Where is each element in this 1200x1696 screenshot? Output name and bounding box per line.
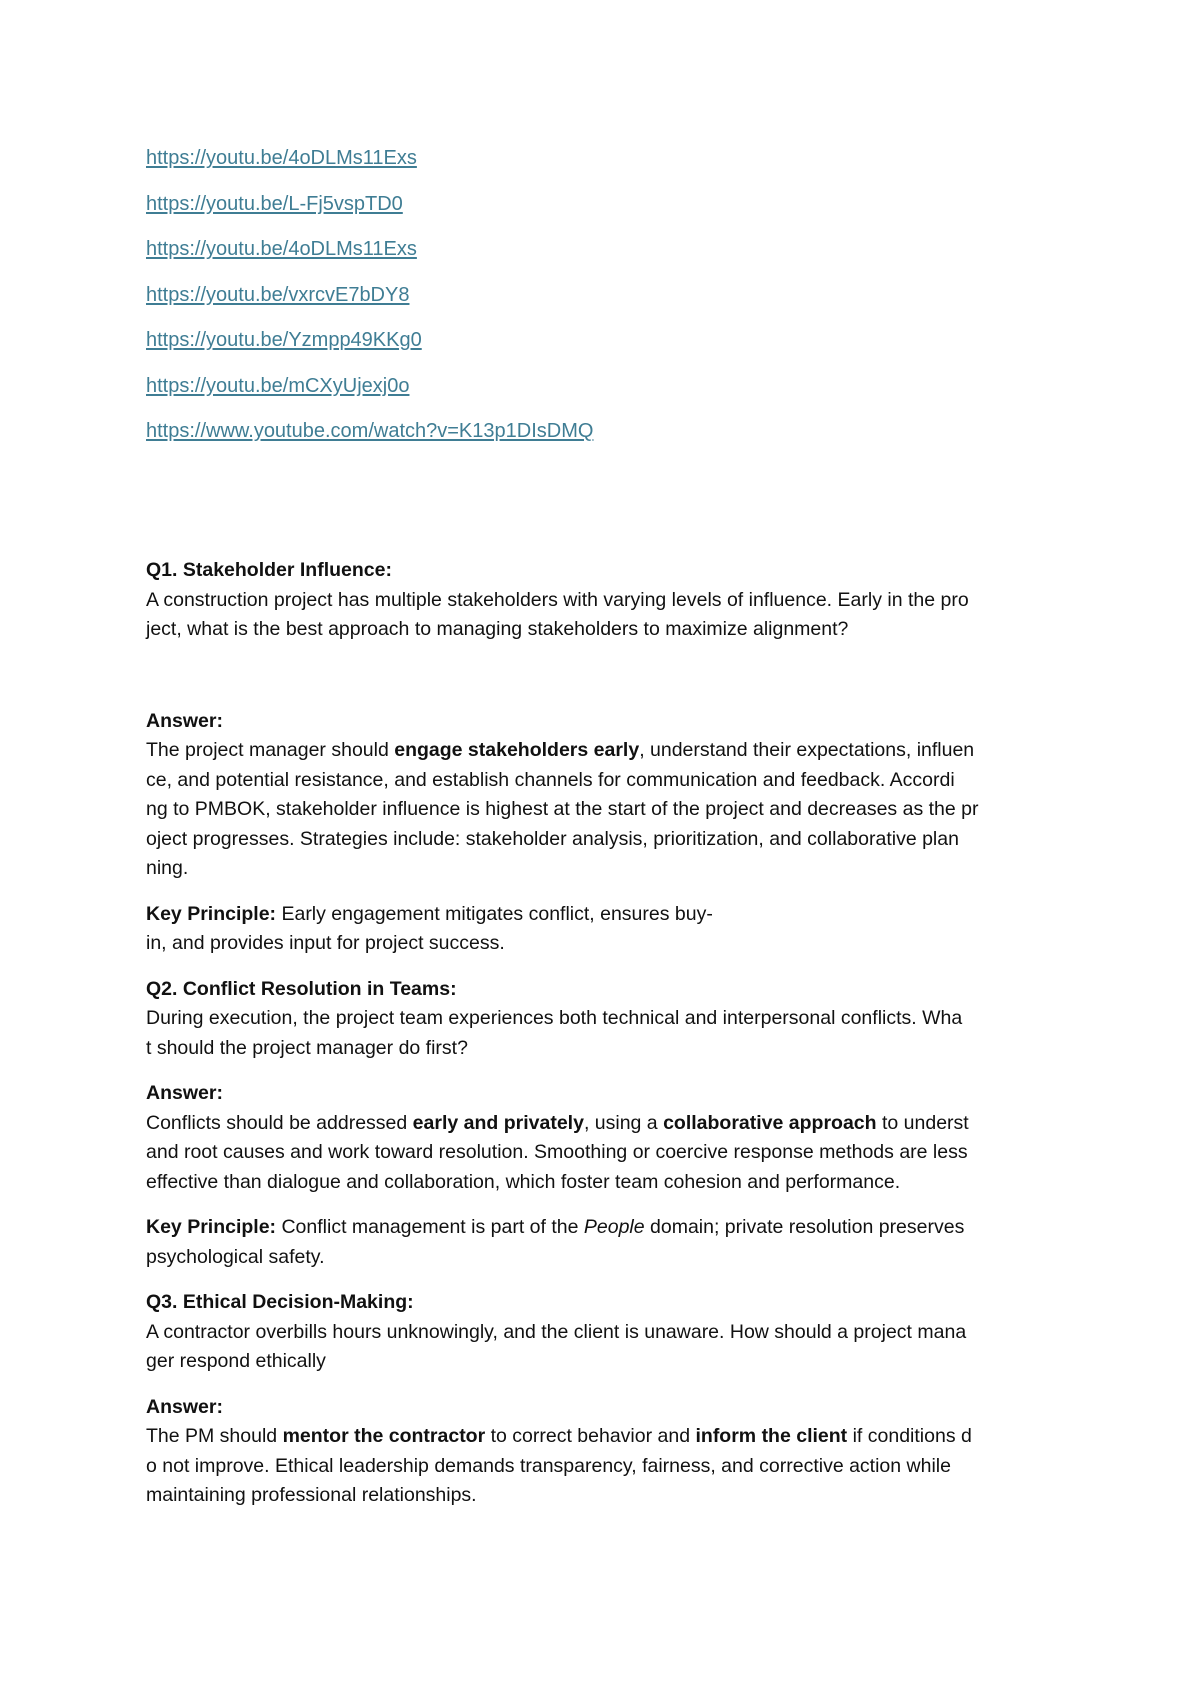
q1-answer-bold: engage stakeholders early bbox=[394, 739, 640, 761]
q3-answer-line: maintaining professional relationships. bbox=[146, 1484, 477, 1506]
q2-answer-text: to underst bbox=[876, 1111, 969, 1134]
q3-answer-text: to correct behavior and bbox=[485, 1425, 696, 1447]
q2-title: Q2. Conflict Resolution in Teams: bbox=[146, 977, 457, 1000]
q2-principle-line: psychological safety. bbox=[146, 1245, 325, 1268]
q3-answer-line bbox=[146, 1422, 1066, 1452]
q1-principle-text: Early engagement mitigates conflict, ensures buy- bbox=[276, 902, 713, 925]
q1-answer-text: , understand their expectations, influen bbox=[639, 739, 975, 761]
q3-answer-text: The PM should bbox=[146, 1425, 283, 1447]
video-link[interactable]: https://youtu.be/4oDLMs11Exs bbox=[146, 147, 417, 169]
video-link[interactable]: https://youtu.be/vxrcvE7bDY8 bbox=[146, 283, 410, 306]
q3-question-line: ger respond ethically bbox=[146, 1350, 326, 1372]
q1-answer-line: ce, and potential resistance, and establish channels for communication and feedback. Accordi bbox=[146, 768, 955, 791]
q1-answer-block bbox=[146, 707, 1066, 884]
video-link[interactable]: https://www.youtube.com/watch?v=K13p1DIsDMQ bbox=[146, 420, 594, 442]
q3-answer-block bbox=[146, 1393, 1066, 1511]
q3-answer-label: Answer: bbox=[146, 1395, 223, 1418]
q3-answer-bold: inform the client bbox=[695, 1425, 848, 1447]
q2-answer-text: , using a bbox=[583, 1111, 664, 1134]
qa-content bbox=[146, 556, 1066, 1511]
video-link[interactable]: https://youtu.be/mCXyUjexj0o bbox=[146, 374, 410, 397]
q1-principle-line bbox=[146, 900, 1066, 930]
q2-answer-bold: early and privately bbox=[412, 1111, 584, 1134]
q1-principle-line: in, and provides input for project success. bbox=[146, 932, 505, 954]
q2-answer-line bbox=[146, 1109, 1066, 1139]
q2-question-block bbox=[146, 975, 1066, 1064]
q1-title: Q1. Stakeholder Influence: bbox=[146, 559, 392, 581]
video-link-list bbox=[146, 146, 593, 465]
q3-answer-line: o not improve. Ethical leadership demands transparency, fairness, and corrective action while bbox=[146, 1454, 951, 1477]
q2-principle-block bbox=[146, 1213, 1066, 1272]
q3-answer-text: if conditions d bbox=[847, 1425, 972, 1447]
q2-principle-text: Conflict management is part of the bbox=[276, 1216, 584, 1238]
video-link[interactable]: https://youtu.be/L-Fj5vspTD0 bbox=[146, 192, 403, 215]
q2-answer-text: Conflicts should be addressed bbox=[146, 1111, 413, 1134]
video-link[interactable]: https://youtu.be/Yzmpp49KKg0 bbox=[146, 329, 422, 351]
q1-answer-text: The project manager should bbox=[146, 739, 395, 761]
q2-answer-bold: collaborative approach bbox=[663, 1111, 877, 1134]
q2-answer-label: Answer: bbox=[146, 1082, 223, 1104]
q1-question-line: ject, what is the best approach to managing stakeholders to maximize alignment? bbox=[146, 618, 849, 640]
video-link[interactable]: https://youtu.be/4oDLMs11Exs bbox=[146, 238, 417, 260]
q2-principle-italic: People bbox=[583, 1216, 645, 1238]
q1-question-line: A construction project has multiple stakeholders with varying levels of influence. Early in the pro bbox=[146, 588, 969, 611]
q2-answer-line: effective than dialogue and collaboration, which foster team cohesion and performance. bbox=[146, 1170, 901, 1193]
q3-title: Q3. Ethical Decision-Making: bbox=[146, 1291, 414, 1313]
q2-answer-line: and root causes and work toward resolution. Smoothing or coercive response methods are less bbox=[146, 1141, 968, 1163]
q1-answer-label: Answer: bbox=[146, 709, 223, 732]
q1-answer-line: ng to PMBOK, stakeholder influence is highest at the start of the project and decreases as the pr bbox=[146, 798, 979, 820]
q1-answer-line bbox=[146, 736, 1066, 766]
q2-question-line: t should the project manager do first? bbox=[146, 1036, 468, 1059]
q2-principle-line bbox=[146, 1213, 1066, 1243]
q1-principle-label: Key Principle: bbox=[146, 902, 277, 925]
q2-answer-block bbox=[146, 1079, 1066, 1197]
q1-answer-line: oject progresses. Strategies include: stakeholder analysis, prioritization, and collaborative plan bbox=[146, 827, 959, 850]
q3-answer-bold: mentor the contractor bbox=[282, 1425, 486, 1447]
q2-question-line: During execution, the project team experiences both technical and interpersonal conflicts. Wha bbox=[146, 1007, 963, 1029]
q3-question-line: A contractor overbills hours unknowingly, and the client is unaware. How should a project mana bbox=[146, 1320, 967, 1343]
q2-principle-label: Key Principle: bbox=[146, 1216, 277, 1238]
q1-question-block bbox=[146, 556, 1066, 645]
q1-principle-block bbox=[146, 900, 1066, 959]
q3-question-block bbox=[146, 1288, 1066, 1377]
q1-answer-line: ning. bbox=[146, 857, 189, 879]
q2-principle-text: domain; private resolution preserves bbox=[644, 1216, 965, 1238]
